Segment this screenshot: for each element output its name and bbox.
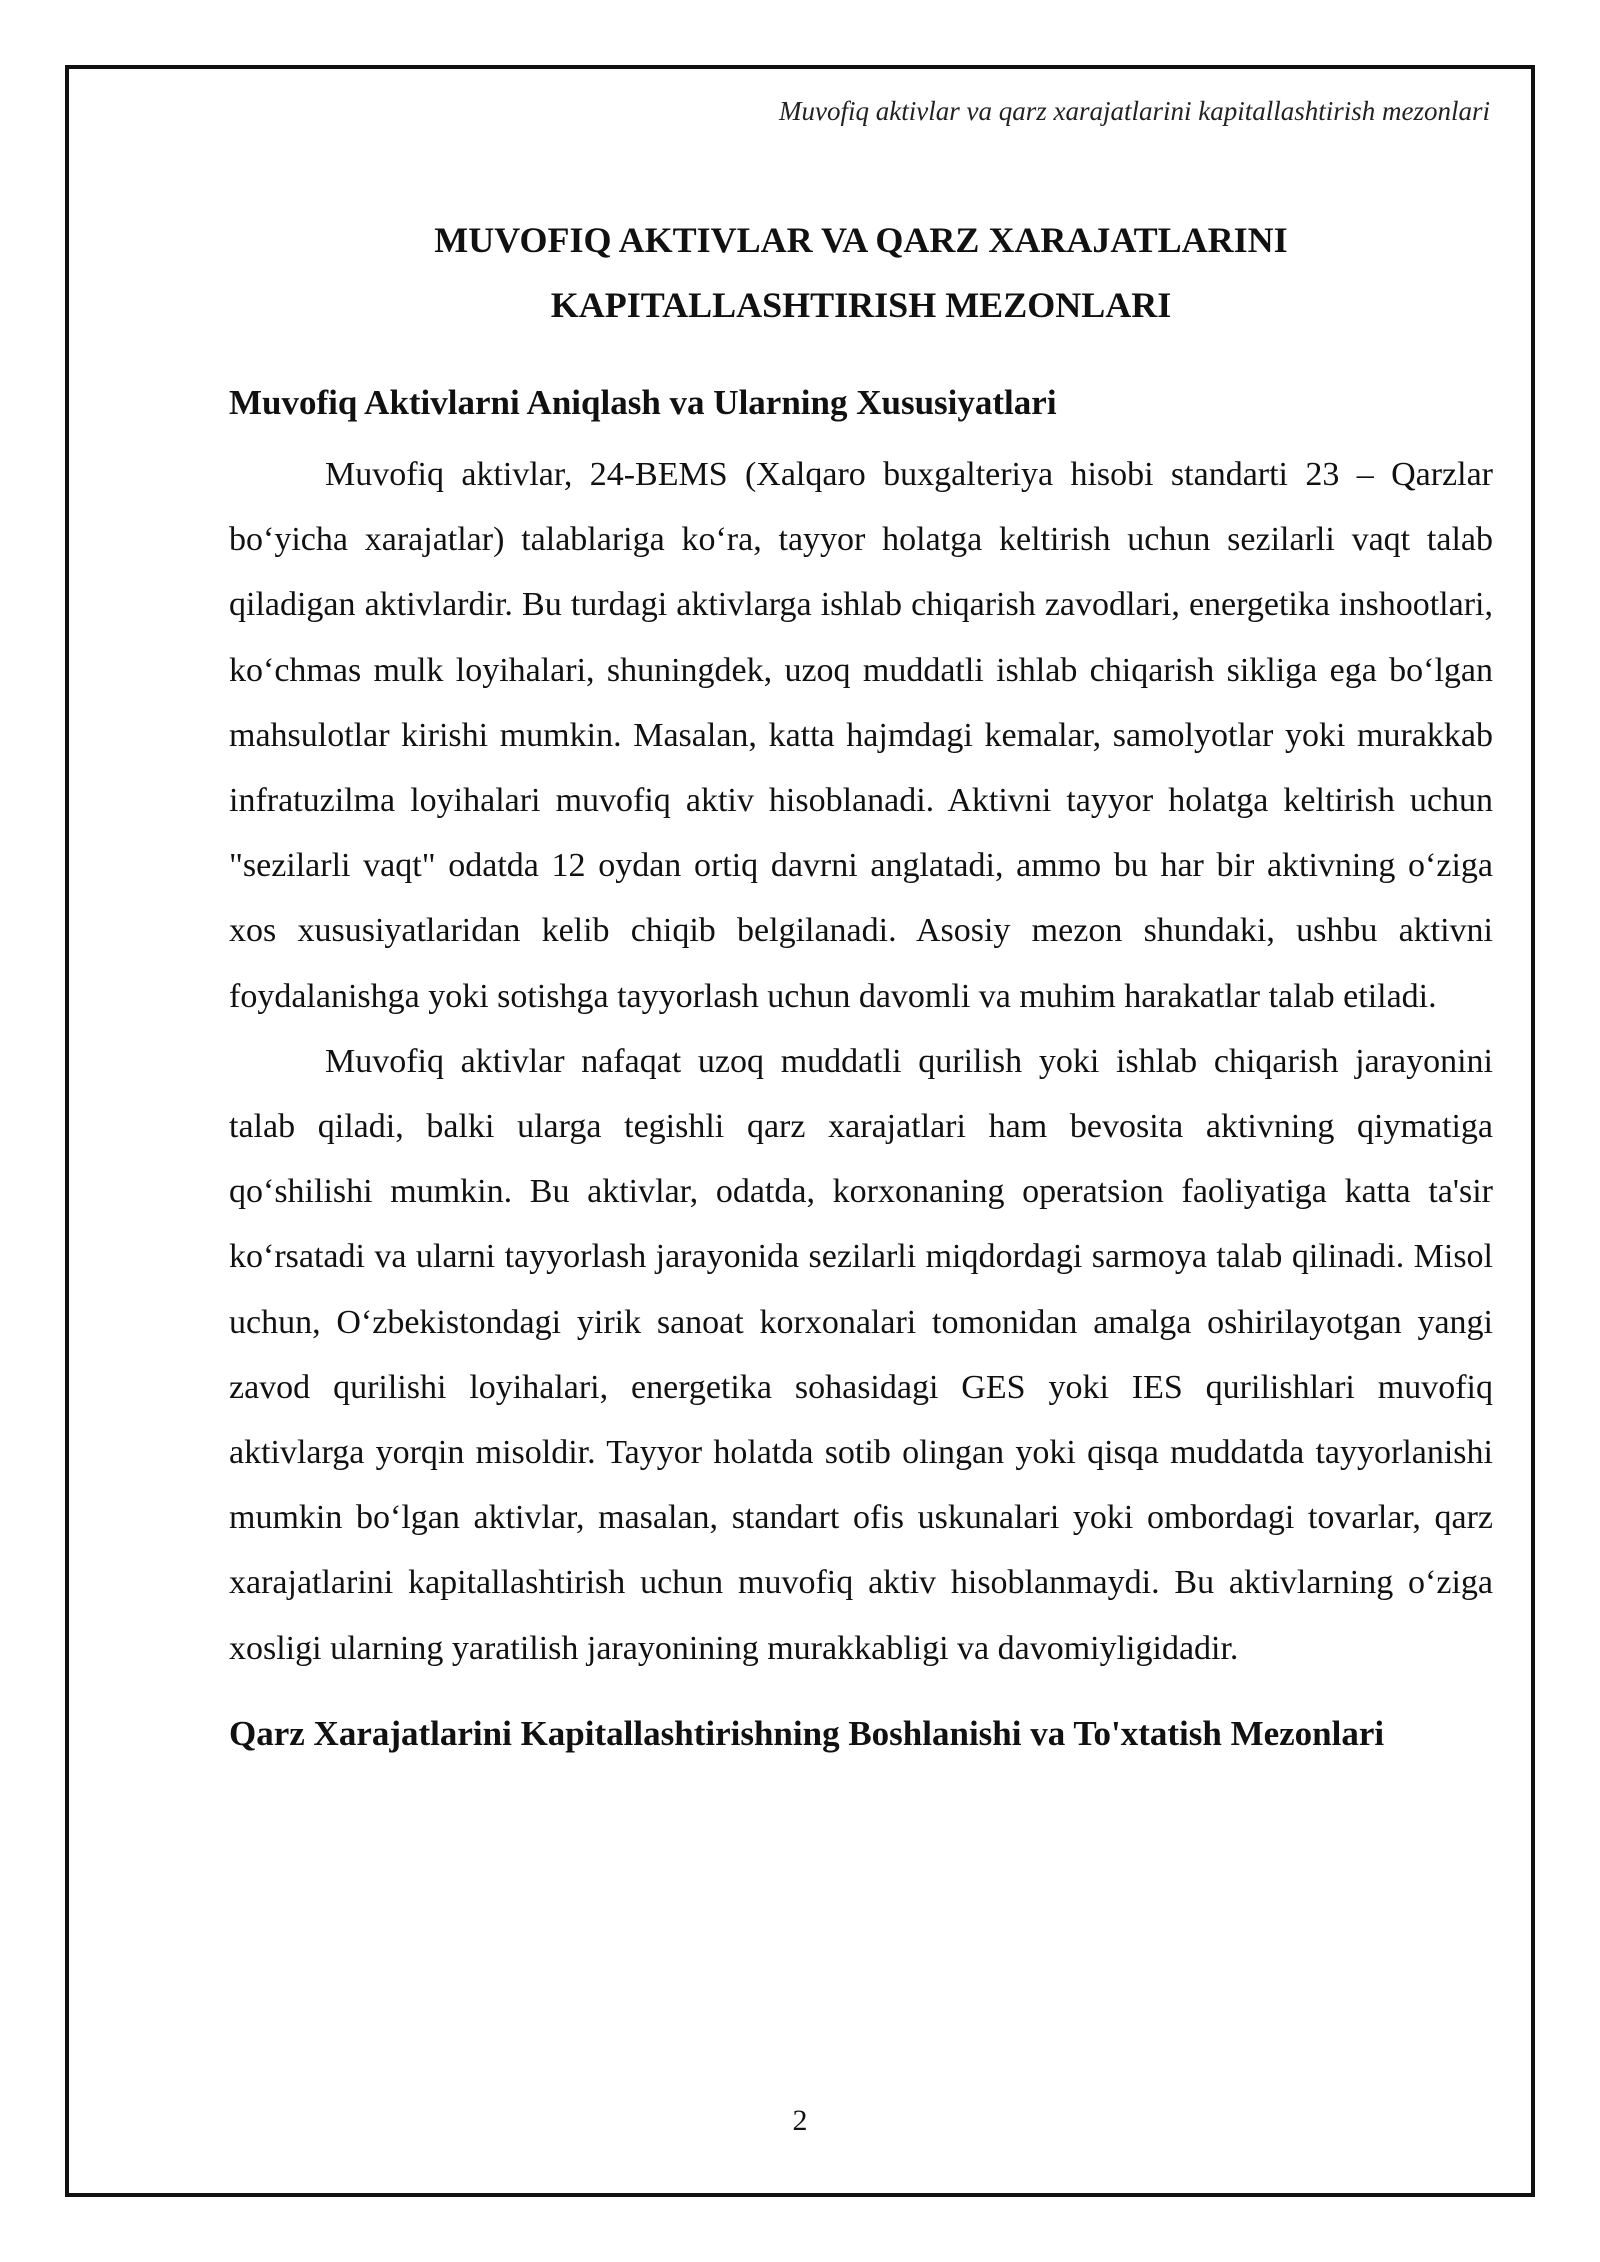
running-header: Muvofiq aktivlar va qarz xarajatlarini kapitallashtirish mezonlari (779, 96, 1490, 126)
document-title-line-2: KAPITALLASHTIRISH MEZONLARI (550, 285, 1172, 325)
document-title (229, 208, 1493, 338)
paragraph-1: Muvofiq aktivlar, 24-BEMS (Xalqaro buxgalteriya hisobi standarti 23 – Qarzlar bo‘yicha xarajatlar) talablariga ko‘ra, tayyor holatga keltirish uchun sezilarli vaqt talab qiladigan aktivlardir. Bu turdagi aktivlarga ishlab chiqarish zavodlari, energetika inshootlari, ko‘chmas mulk loyihalari, shuningdek, uzoq muddatli ishlab chiqarish sikliga ega bo‘lgan mahsulotlar kirishi mumkin. Masalan, katta hajmdagi kemalar, samolyotlar yoki murakkab infratuzilma loyihalari muvofiq aktiv hisoblanadi. Aktivni tayyor holatga keltirish uchun "sezilarli vaqt" odatda 12 oydan ortiq davrni anglatadi, ammo bu har bir aktivning o‘ziga xos xususiyatlaridan kelib chiqib belgilanadi. Asosiy mezon shundaki, ushbu aktivni foydalanishga yoki sotishga tayyorlash uchun davomli va muhim harakatlar talab etiladi. (229, 456, 1493, 1015)
document-body (229, 208, 1493, 1759)
document-title-line-1: MUVOFIQ AKTIVLAR VA QARZ XARAJATLARINI (434, 220, 1288, 260)
paragraph-2: Muvofiq aktivlar nafaqat uzoq muddatli qurilish yoki ishlab chiqarish jarayonini talab qiladi, balki ularga tegishli qarz xarajatlari ham bevosita aktivning qiymatiga qo‘shilishi mumkin. Bu aktivlar, odatda, korxonaning operatsion faoliyatiga katta ta'sir ko‘rsatadi va ularni tayyorlash jarayonida sezilarli miqdordagi sarmoya talab qilinadi. Misol uchun, O‘zbekistondagi yirik sanoat korxonalari tomonidan amalga oshirilayotgan yangi zavod qurilishi loyihalari, energetika sohasidagi GES yoki IES qurilishlari muvofiq aktivlarga yorqin misoldir. Tayyor holatda sotib olingan yoki qisqa muddatda tayyorlanishi mumkin bo‘lgan aktivlar, masalan, standart ofis uskunalari yoki ombordagi tovarlar, qarz xarajatlarini kapitallashtirish uchun muvofiq aktiv hisoblanmaydi. Bu aktivlarning o‘ziga xosligi ularning yaratilish jarayonining murakkabligi va davomiyligidadir. (229, 1042, 1493, 1667)
section-heading-capitalisation-criteria: Qarz Xarajatlarini Kapitallashtirishning Boshlanishi va To'xtatish Mezonlari (229, 1713, 1385, 1753)
page-number: 2 (792, 2104, 808, 2137)
section-heading-qualifying-assets: Muvofiq Aktivlarni Aniqlash va Ularning Xususiyatlari (229, 383, 1057, 422)
